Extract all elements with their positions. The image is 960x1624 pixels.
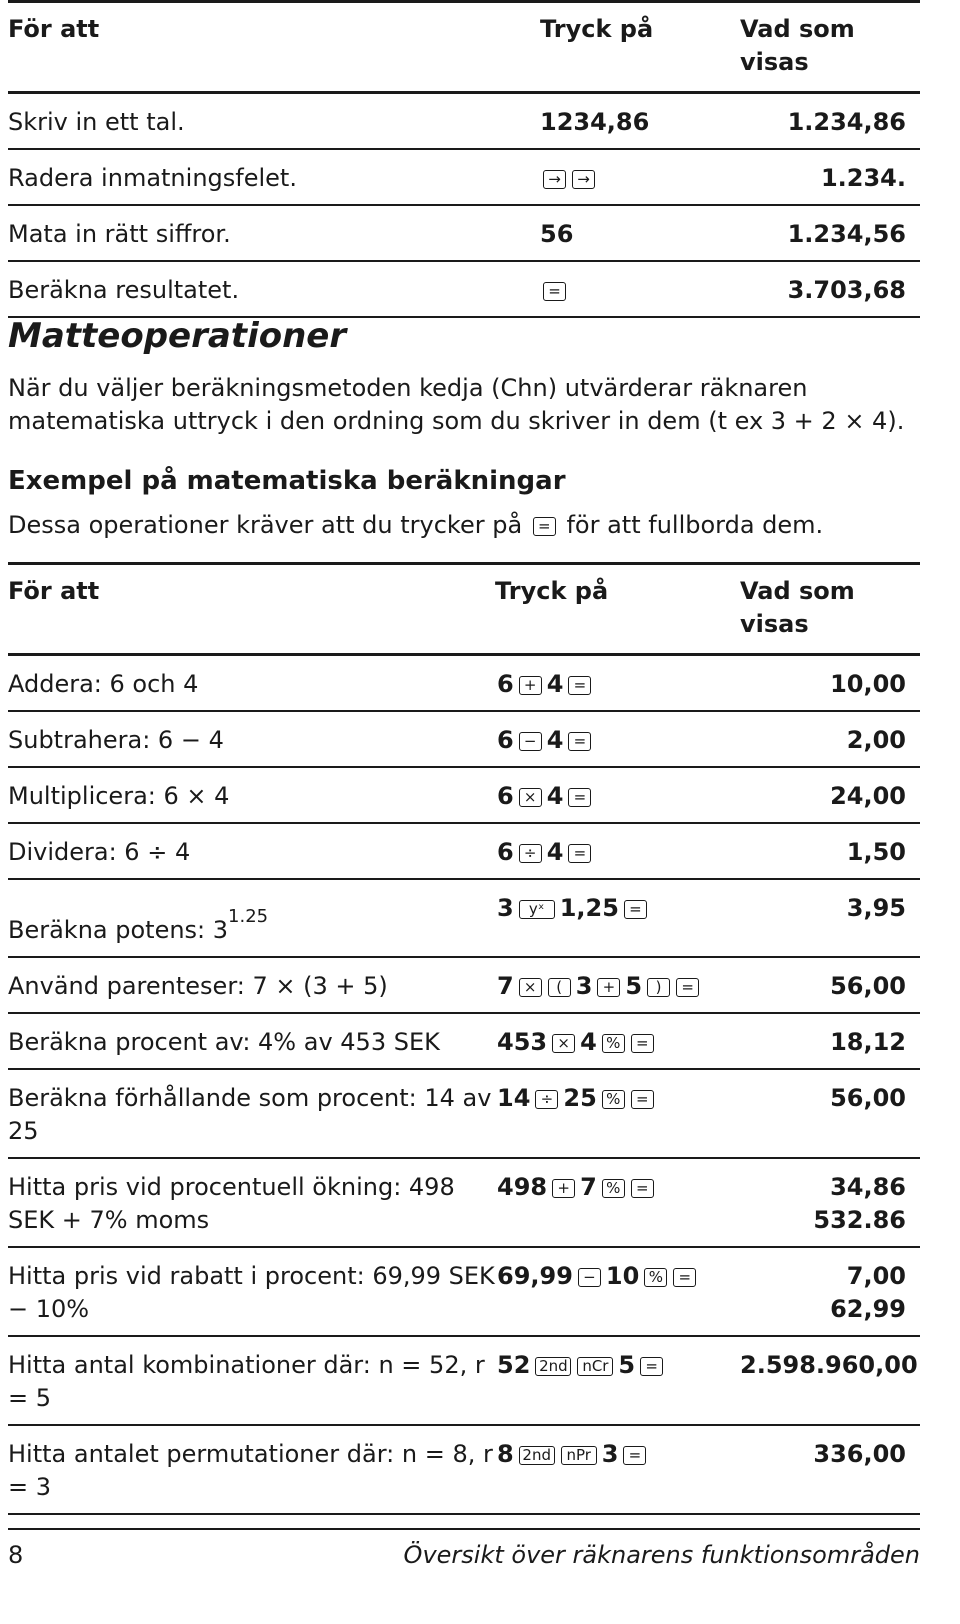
equals-key-icon: = (640, 1357, 663, 1376)
second-key-icon: 2nd (519, 1446, 555, 1465)
row-result-value: 10,00 (830, 670, 906, 698)
table-row (8, 1013, 920, 1069)
divide-key-icon: ÷ (535, 1090, 558, 1109)
row-action-exponent: 1.25 (228, 906, 269, 927)
key-number: 10 (605, 1262, 640, 1290)
row-result: 3.703,68 (787, 276, 906, 304)
row-keys (495, 1425, 740, 1514)
row-action (8, 655, 495, 712)
row-keys (495, 711, 740, 767)
row-action-text: Beräkna procent av: 4% av 453 SEK (8, 1028, 440, 1056)
row-keys (540, 261, 740, 317)
row-result-value-2: 62,99 (830, 1295, 906, 1323)
row-result-value: 3,95 (846, 894, 906, 922)
row-action (8, 1069, 495, 1158)
row-result-value: 7,00 (846, 1262, 906, 1290)
backspace-key-icon: → (543, 170, 566, 189)
table-row (8, 711, 920, 767)
percent-key-icon: % (602, 1090, 625, 1109)
row-action-text: Beräkna potens: 3 (8, 916, 229, 944)
row-result-value: 336,00 (813, 1440, 906, 1468)
row-result-value: 1,50 (846, 838, 906, 866)
row-keys (495, 1247, 740, 1336)
table-row (8, 1247, 920, 1336)
key-number: 3 (601, 1440, 619, 1468)
operations-note-after: för att fullborda dem. (566, 511, 824, 539)
row-action (8, 879, 495, 957)
percent-key-icon: % (602, 1179, 625, 1198)
key-number: 4 (546, 782, 564, 810)
table-row (8, 261, 920, 317)
key-number: 7 (580, 1173, 597, 1201)
row-keys (495, 957, 740, 1013)
row-result-value-2: 532.86 (813, 1206, 906, 1234)
table-row (8, 655, 920, 712)
math-examples-table (8, 562, 920, 1515)
equals-key-icon: = (533, 517, 556, 536)
equals-key-icon: = (568, 844, 591, 863)
equals-key-icon: = (568, 732, 591, 751)
table-row (8, 1158, 920, 1247)
header-display: Vad som visas (740, 15, 855, 76)
row-action: Beräkna resultatet. (8, 276, 240, 304)
row-action-text: Dividera: 6 ÷ 4 (8, 838, 191, 866)
row-action (8, 711, 495, 767)
key-number: 453 (497, 1028, 548, 1056)
row-action-text: Beräkna förhållande som procent: 14 av 25 (8, 1084, 492, 1145)
header-keys: Tryck på (540, 15, 654, 43)
table-row (8, 823, 920, 879)
page-number: 8 (8, 1541, 24, 1569)
footer-divider (8, 1528, 920, 1530)
key-number: 5 (618, 1351, 636, 1379)
row-result-value: 2,00 (846, 726, 906, 754)
row-action (8, 1247, 495, 1336)
key-number: 4 (546, 670, 564, 698)
section-subtitle: Exempel på matematiska beräkningar (8, 466, 566, 496)
equals-key-icon: = (543, 282, 566, 301)
row-result (740, 711, 920, 767)
percent-key-icon: % (644, 1268, 667, 1287)
row-action (8, 1158, 495, 1247)
equals-key-icon: = (631, 1090, 654, 1109)
times-key-icon: × (519, 978, 542, 997)
row-keys (495, 767, 740, 823)
key-number: 4 (580, 1028, 597, 1056)
power-key-icon: yˣ (519, 900, 555, 919)
table-row (8, 93, 920, 150)
header-display: Vad som visas (740, 577, 855, 638)
times-key-icon: × (519, 788, 542, 807)
open-paren-key-icon: ( (548, 978, 571, 997)
section-intro: När du väljer beräkningsmetoden kedja (Chn) utvärderar räknaren matematiska uttryck i den ordning som du skriver in dem (t ex 3 + 2 × 4). (8, 374, 905, 435)
plus-key-icon: + (597, 978, 620, 997)
table-row (8, 149, 920, 205)
key-number: 5 (625, 972, 643, 1000)
row-result-value: 56,00 (830, 1084, 906, 1112)
row-keys (495, 823, 740, 879)
row-result (740, 957, 920, 1013)
row-result (740, 767, 920, 823)
row-action (8, 1425, 495, 1514)
row-action-text: Subtrahera: 6 − 4 (8, 726, 224, 754)
input-correction-table (8, 0, 920, 318)
footer-title: Översikt över räknarens funktionsområden (403, 1541, 920, 1569)
key-number: 4 (546, 726, 564, 754)
row-action (8, 957, 495, 1013)
row-result (740, 1425, 920, 1514)
ncr-key-icon: nCr (577, 1357, 613, 1376)
key-number: 69,99 (497, 1262, 573, 1290)
row-result (740, 1336, 920, 1425)
times-key-icon: × (552, 1034, 575, 1053)
table-row (8, 879, 920, 957)
row-result: 1.234,56 (787, 220, 906, 248)
row-action: Mata in rätt siffror. (8, 220, 231, 248)
table-header-row (8, 564, 920, 655)
row-result-value: 18,12 (830, 1028, 906, 1056)
row-result-value: 56,00 (830, 972, 906, 1000)
equals-key-icon: = (631, 1179, 654, 1198)
row-action-text: Hitta antal kombinationer där: n = 52, r = 5 (8, 1351, 485, 1412)
table-row (8, 1336, 920, 1425)
row-result (740, 655, 920, 712)
row-result (740, 879, 920, 957)
row-action-text: Multiplicera: 6 × 4 (8, 782, 230, 810)
close-paren-key-icon: ) (647, 978, 670, 997)
key-number: 1,25 (559, 894, 619, 922)
npr-key-icon: nPr (561, 1446, 597, 1465)
row-keys (495, 1069, 740, 1158)
equals-key-icon: = (568, 676, 591, 695)
row-keys (495, 879, 740, 957)
row-action (8, 1013, 495, 1069)
row-action-text: Hitta antalet permutationer där: n = 8, r = 3 (8, 1440, 493, 1501)
row-keys (495, 1013, 740, 1069)
key-number: 52 (497, 1351, 531, 1379)
key-number: 4 (546, 838, 564, 866)
header-action: För att (8, 15, 100, 43)
row-action-text: Använd parenteser: 7 × (3 + 5) (8, 972, 388, 1000)
table-row (8, 1069, 920, 1158)
row-result (740, 1158, 920, 1247)
row-result: 1.234. (820, 164, 906, 192)
row-result-value: 34,86 (830, 1173, 906, 1201)
row-result-value: 24,00 (830, 782, 906, 810)
key-number: 25 (563, 1084, 597, 1112)
plus-key-icon: + (552, 1179, 575, 1198)
row-action: Skriv in ett tal. (8, 108, 185, 136)
equals-key-icon: = (676, 978, 699, 997)
row-keys (495, 1336, 740, 1425)
row-keys: 1234,86 (540, 108, 650, 136)
key-number: 3 (575, 972, 593, 1000)
key-number: 6 (497, 838, 514, 866)
operations-note (8, 509, 823, 542)
key-number: 7 (497, 972, 514, 1000)
row-action-text: Addera: 6 och 4 (8, 670, 199, 698)
row-result: 1.234,86 (787, 108, 906, 136)
operations-note-before: Dessa operationer kräver att du trycker på (8, 511, 523, 539)
key-number: 6 (497, 726, 514, 754)
row-result-value: 2.598.960,00 (740, 1351, 918, 1379)
row-result (740, 1013, 920, 1069)
section-title: Matteoperationer (8, 316, 347, 356)
row-action-text: Hitta pris vid rabatt i procent: 69,99 SEK − 10% (8, 1262, 495, 1323)
header-keys: Tryck på (495, 577, 609, 605)
percent-key-icon: % (602, 1034, 625, 1053)
row-keys (495, 655, 740, 712)
minus-key-icon: − (519, 732, 542, 751)
table-row (8, 957, 920, 1013)
equals-key-icon: = (623, 1446, 646, 1465)
equals-key-icon: = (624, 900, 647, 919)
equals-key-icon: = (568, 788, 591, 807)
math-examples-table-wrap (8, 562, 920, 1515)
key-number: 6 (497, 782, 514, 810)
divide-key-icon: ÷ (519, 844, 542, 863)
plus-key-icon: + (519, 676, 542, 695)
backspace-key-icon: → (572, 170, 595, 189)
row-result (740, 1069, 920, 1158)
row-action (8, 767, 495, 823)
row-action (8, 1336, 495, 1425)
row-action: Radera inmatningsfelet. (8, 164, 297, 192)
key-number: 498 (497, 1173, 548, 1201)
header-action: För att (8, 577, 100, 605)
table-row (8, 767, 920, 823)
equals-key-icon: = (631, 1034, 654, 1053)
row-action (8, 823, 495, 879)
second-key-icon: 2nd (535, 1357, 571, 1376)
row-keys (495, 1158, 740, 1247)
row-keys: 56 (540, 220, 574, 248)
table-header-row (8, 2, 920, 93)
row-result (740, 1247, 920, 1336)
key-number: 3 (497, 894, 514, 922)
key-number: 6 (497, 670, 514, 698)
row-keys (540, 149, 740, 205)
table-row (8, 1425, 920, 1514)
key-number: 8 (497, 1440, 514, 1468)
equals-key-icon: = (673, 1268, 696, 1287)
minus-key-icon: − (578, 1268, 601, 1287)
key-number: 14 (497, 1084, 531, 1112)
row-action-text: Hitta pris vid procentuell ökning: 498 SEK + 7% moms (8, 1173, 455, 1234)
row-result (740, 823, 920, 879)
table-row (8, 205, 920, 261)
